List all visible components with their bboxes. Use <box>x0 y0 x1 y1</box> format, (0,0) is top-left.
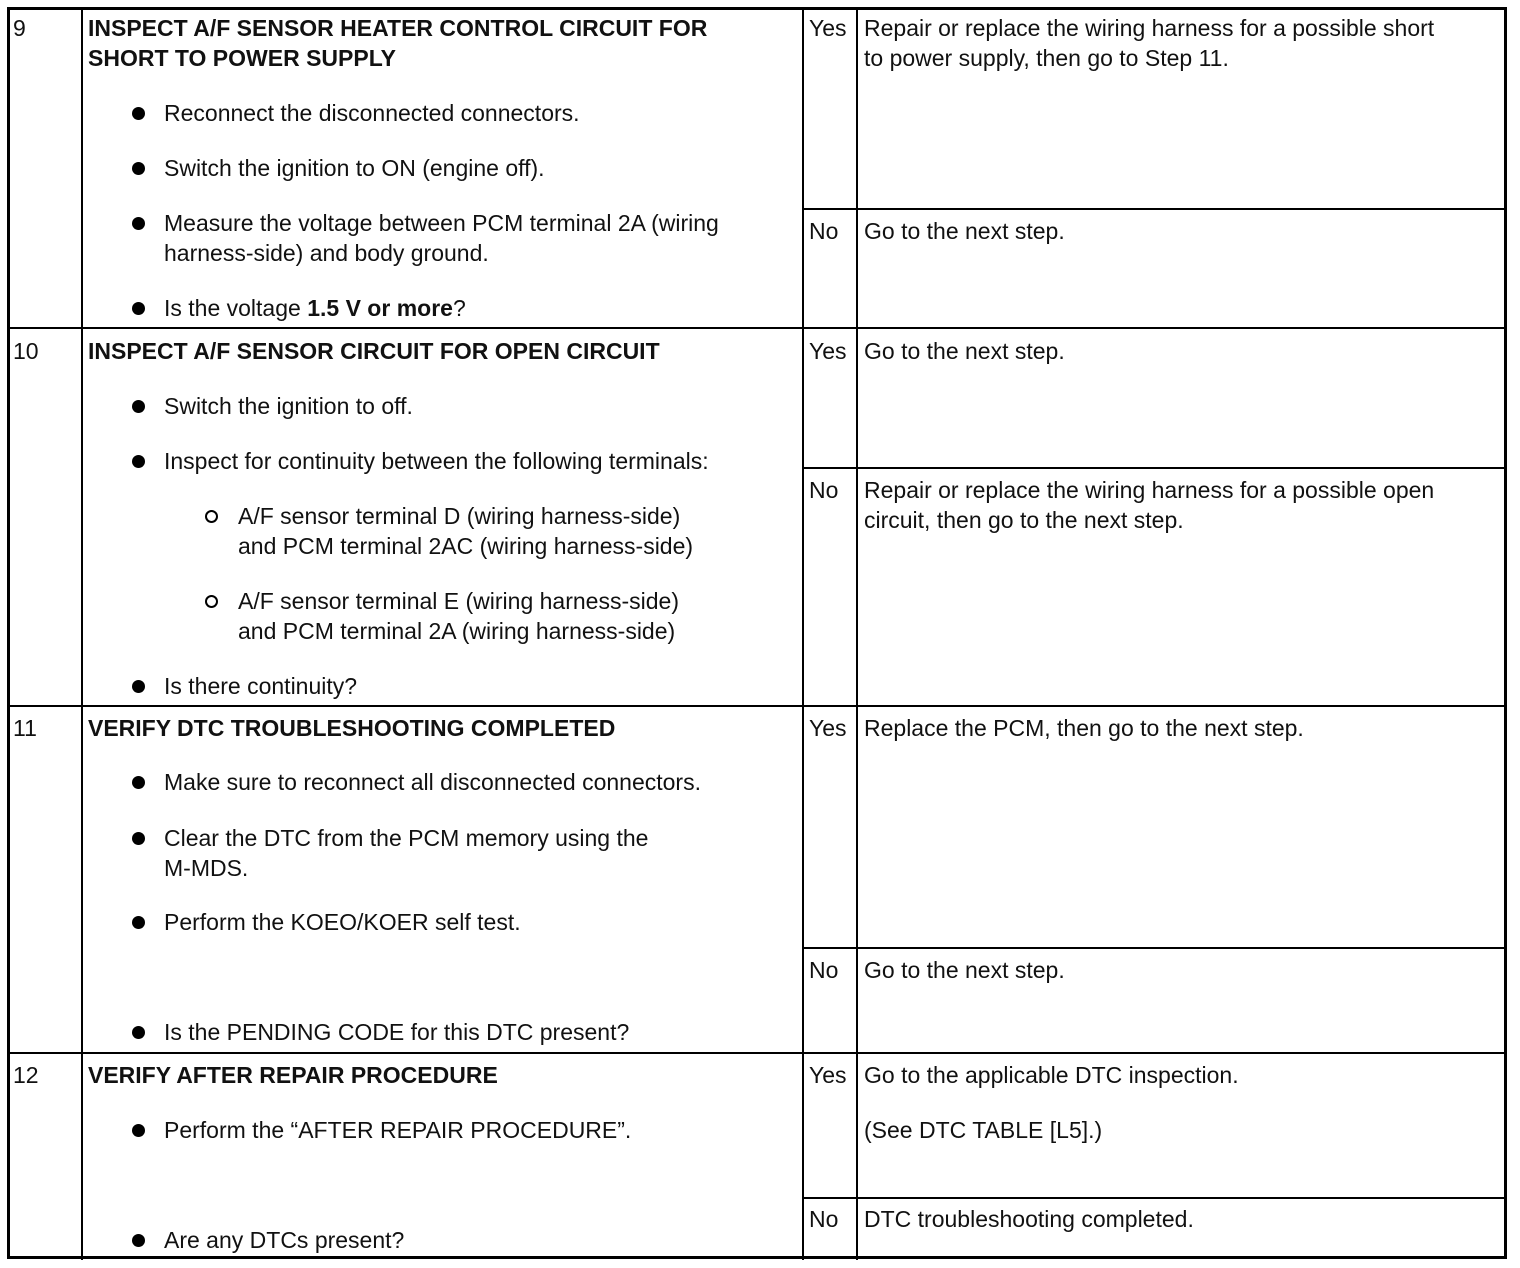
column-divider-action <box>802 8 804 1260</box>
yes-action: to power supply, then go to Step 11. <box>864 45 1229 71</box>
bullet-icon <box>132 916 145 929</box>
yes-action: Repair or replace the wiring harness for a possible short <box>864 15 1435 41</box>
yes-action: Replace the PCM, then go to the next step. <box>864 715 1304 741</box>
bullet-icon <box>132 107 145 120</box>
no-action: Repair or replace the wiring harness for a possible open <box>864 477 1435 503</box>
step-title: VERIFY AFTER REPAIR PROCEDURE <box>88 1062 498 1088</box>
yes-label: Yes <box>809 715 847 741</box>
step-bullet-cont: M-MDS. <box>164 855 249 881</box>
bullet-icon <box>132 302 145 315</box>
step-title: VERIFY DTC TROUBLESHOOTING COMPLETED <box>88 715 616 741</box>
no-action: Go to the next step. <box>864 218 1065 244</box>
no-label: No <box>809 218 839 244</box>
no-action: circuit, then go to the next step. <box>864 507 1184 533</box>
step-number: 9 <box>13 15 26 41</box>
bullet-icon <box>132 162 145 175</box>
step-question: Is the voltage 1.5 V or more? <box>164 295 466 321</box>
step-title: INSPECT A/F SENSOR CIRCUIT FOR OPEN CIRCUIT <box>88 338 660 364</box>
no-label: No <box>809 477 839 503</box>
yes-label: Yes <box>809 338 847 364</box>
sub-bullet: A/F sensor terminal E (wiring harness-side) <box>238 588 679 614</box>
bullet-icon <box>132 1124 145 1137</box>
sub-bullet-icon <box>205 595 218 608</box>
step-bullet: Perform the KOEO/KOER self test. <box>164 909 521 935</box>
yes-action: (See DTC TABLE [L5].) <box>864 1117 1103 1143</box>
step-bullet: Make sure to reconnect all disconnected connectors. <box>164 769 701 795</box>
no-action: DTC troubleshooting completed. <box>864 1206 1194 1232</box>
bullet-icon <box>132 832 145 845</box>
column-divider-result <box>856 8 858 1260</box>
sub-bullet-cont: and PCM terminal 2AC (wiring harness-side) <box>238 533 694 559</box>
row-divider <box>8 705 1506 707</box>
yes-label: Yes <box>809 15 847 41</box>
bullet-icon <box>132 680 145 693</box>
bullet-icon <box>132 400 145 413</box>
step-number: 11 <box>13 715 37 741</box>
bullet-icon <box>132 776 145 789</box>
sub-bullet: A/F sensor terminal D (wiring harness-side) <box>238 503 681 529</box>
step-number: 12 <box>13 1062 39 1088</box>
step-bullet: Reconnect the disconnected connectors. <box>164 100 580 126</box>
yes-action: Go to the applicable DTC inspection. <box>864 1062 1239 1088</box>
bullet-icon <box>132 217 145 230</box>
column-divider-step <box>81 8 83 1260</box>
sub-bullet-icon <box>205 510 218 523</box>
yes-action: Go to the next step. <box>864 338 1065 364</box>
step-bullet: Clear the DTC from the PCM memory using the <box>164 825 649 851</box>
step-bullet: Switch the ignition to ON (engine off). <box>164 155 545 181</box>
step-question: Is there continuity? <box>164 673 358 699</box>
sub-bullet-cont: and PCM terminal 2A (wiring harness-side) <box>238 618 676 644</box>
yes-label: Yes <box>809 1062 847 1088</box>
step-bullet: Perform the “AFTER REPAIR PROCEDURE”. <box>164 1117 632 1143</box>
bullet-icon <box>132 455 145 468</box>
step-bullet-cont: harness-side) and body ground. <box>164 240 489 266</box>
step-question: Is the PENDING CODE for this DTC present? <box>164 1019 630 1045</box>
no-action: Go to the next step. <box>864 957 1065 983</box>
yes-no-divider <box>802 1197 1506 1199</box>
bullet-icon <box>132 1026 145 1039</box>
step-title: SHORT TO POWER SUPPLY <box>88 45 396 71</box>
step-title: INSPECT A/F SENSOR HEATER CONTROL CIRCUIT FOR <box>88 15 708 41</box>
step-number: 10 <box>13 338 39 364</box>
row-divider <box>8 327 1506 329</box>
yes-no-divider <box>802 467 1506 469</box>
row-divider <box>8 1052 1506 1054</box>
step-question: Are any DTCs present? <box>164 1227 405 1253</box>
step-bullet: Switch the ignition to off. <box>164 393 413 419</box>
no-label: No <box>809 1206 839 1232</box>
step-bullet: Measure the voltage between PCM terminal 2A (wiring <box>164 210 719 236</box>
no-label: No <box>809 957 839 983</box>
bullet-icon <box>132 1234 145 1247</box>
step-bullet: Inspect for continuity between the following terminals: <box>164 448 709 474</box>
yes-no-divider <box>802 208 1506 210</box>
yes-no-divider <box>802 947 1506 949</box>
